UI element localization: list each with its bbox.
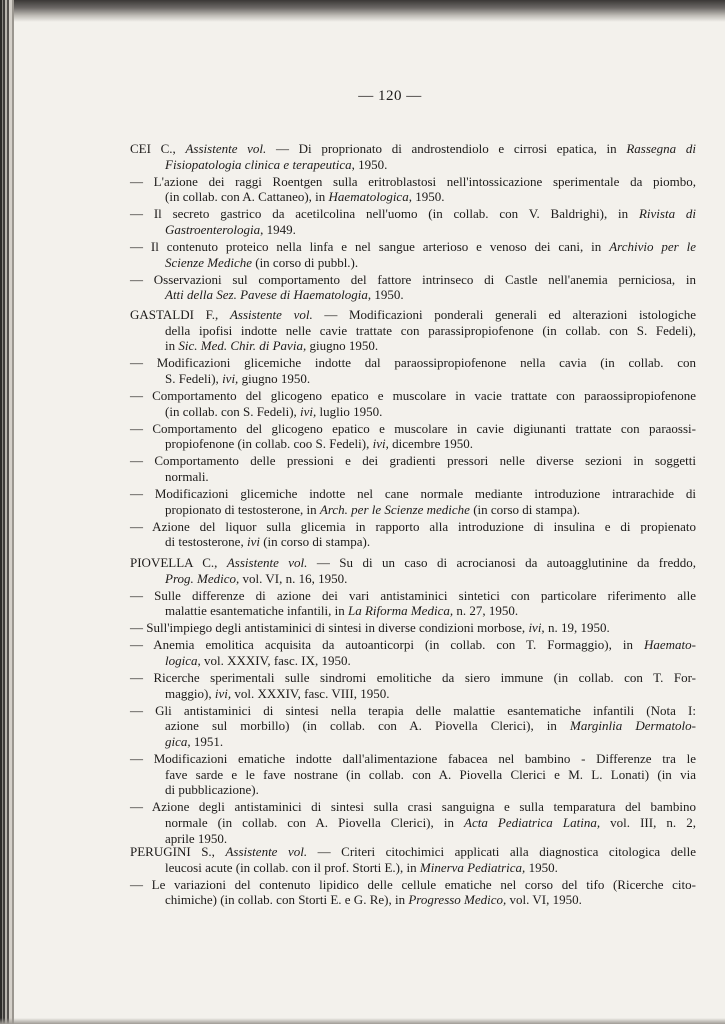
entry-line xyxy=(130,703,696,719)
entry-line xyxy=(130,371,696,387)
entry-line xyxy=(130,877,696,893)
bibliography-entry xyxy=(130,588,696,619)
italic-citation-text: Marginlia Dermatolo- xyxy=(570,718,696,734)
citation-text: , 1950. xyxy=(351,156,388,172)
bibliography-entry xyxy=(130,751,696,798)
citation-text: (in collab. con S. Fedeli), xyxy=(165,403,301,419)
citation-text: dicembre 1950. xyxy=(388,436,473,452)
citation-text: — Azione del liquor sulla glicemia in rapporto alla introduzione di insulina e di propienato xyxy=(130,518,696,534)
entry-line xyxy=(130,272,696,288)
entry-line xyxy=(130,620,696,636)
bibliography-entry xyxy=(130,703,696,750)
bibliography-group-perugini xyxy=(130,844,696,909)
italic-citation-text: Minerva Pediatrica, xyxy=(419,859,526,875)
italic-citation-text: Assistente vol. xyxy=(226,555,308,570)
bibliography-group-cei xyxy=(130,141,696,304)
bibliography-entry xyxy=(130,519,696,550)
italic-citation-text: La Riforma Medica, xyxy=(348,603,454,619)
italic-citation-text: Assistente vol. xyxy=(229,307,313,322)
bibliography-entry xyxy=(130,206,696,237)
bibliography-entry xyxy=(130,388,696,419)
italic-citation-text: Assistente vol. xyxy=(225,844,308,859)
italic-citation-text: Gastroenterologia xyxy=(165,221,261,237)
italic-citation-text: logica, xyxy=(165,653,201,669)
entry-line xyxy=(130,255,696,271)
bibliography-entry xyxy=(130,174,696,205)
citation-text: — Su di un caso di acrocianosi da autoagglutinine da freddo, xyxy=(307,555,696,570)
italic-citation-text: gica, xyxy=(165,734,191,750)
bibliography-entry xyxy=(130,141,696,172)
entry-line xyxy=(130,388,696,404)
italic-citation-text: Scienze Mediche xyxy=(165,254,252,270)
citation-text: GASTALDI F., xyxy=(130,307,230,322)
citation-text: normali. xyxy=(165,468,209,484)
bibliography-entry xyxy=(130,239,696,270)
citation-text: S. Fedeli), xyxy=(165,370,223,386)
bibliography-entry xyxy=(130,486,696,517)
entry-line xyxy=(130,469,696,485)
entry-line xyxy=(130,436,696,452)
entry-line xyxy=(130,860,696,876)
citation-text: — Criteri citochimici applicati alla diagnostica citologica delle xyxy=(307,844,696,859)
entry-line xyxy=(130,189,696,205)
entry-line xyxy=(130,307,696,323)
entry-line xyxy=(130,782,696,798)
italic-citation-text: Archivio per le xyxy=(609,239,696,255)
citation-text: — Modificazioni ponderali generali ed alterazioni istologiche xyxy=(312,307,696,322)
citation-text: PIOVELLA C., xyxy=(130,555,227,570)
entry-line xyxy=(130,174,696,190)
citation-text: (in corso di stampa). xyxy=(469,501,581,517)
entry-line xyxy=(130,555,696,571)
entry-line xyxy=(130,486,696,502)
citation-text: della ipofisi indotte nelle cavie trattate con parassipropiofenone (in collab. con S. Fedeli), xyxy=(165,322,696,338)
citation-text: — Il secreto gastrico da acetilcolina nell'uomo (in collab. con V. Baldrighi), in xyxy=(130,206,639,222)
citation-text: in xyxy=(165,338,179,354)
italic-citation-text: Progresso Medico, xyxy=(408,892,507,908)
citation-text: — Le variazioni del contenuto lipidico delle cellule ematiche nel corso del tifo (Ricerche cito- xyxy=(130,876,696,892)
entry-line xyxy=(130,637,696,653)
citation-text: — Gli antistaminici di sintesi nella terapia delle malattie esantematiche infantili (Nota I: xyxy=(130,702,696,718)
entry-line xyxy=(130,534,696,550)
citation-text: — Modificazioni glicemiche indotte nel cane normale mediante introduzione intrarachide di xyxy=(130,486,696,502)
citation-text: , 1950. xyxy=(408,189,445,205)
entry-line xyxy=(130,588,696,604)
italic-citation-text: ivi, xyxy=(214,685,232,701)
italic-citation-text: Atti della Sez. Pavese di Haematologia xyxy=(165,287,368,303)
citation-text: — Il contenuto proteico nella linfa e nel sangue arterioso e venoso dei cani, in xyxy=(130,239,610,255)
citation-text: — Sull'impiego degli antistaminici di sintesi in diverse condizioni morbose, xyxy=(130,620,529,636)
bibliography-entry xyxy=(130,670,696,701)
citation-text: CEI C., xyxy=(130,141,186,156)
citation-text: vol. VI, n. 16, 1950. xyxy=(239,570,348,586)
citation-text: azione sul morbillo) (in collab. con A. Piovella Clerici), in xyxy=(165,718,570,734)
entry-line xyxy=(130,815,696,831)
scan-shadow-bottom xyxy=(0,1018,725,1024)
italic-citation-text: Assistente vol. xyxy=(185,141,267,156)
entry-line xyxy=(130,404,696,420)
italic-citation-text: ivi, xyxy=(222,370,239,386)
entry-line xyxy=(130,323,696,339)
citation-text: — Comportamento delle pressioni e dei gradienti pressori nelle diverse sezioni in soggetti xyxy=(130,453,696,469)
citation-text: — Osservazioni sul comportamento del fattore intrinseco di Castle nell'anemia perniciosa, in xyxy=(130,271,696,287)
entry-line xyxy=(130,653,696,669)
scan-binding-edge xyxy=(0,0,22,1024)
entry-line xyxy=(130,502,696,518)
citation-text: vol. VI, 1950. xyxy=(506,892,582,908)
entry-line xyxy=(130,453,696,469)
citation-text: di pubblicazione). xyxy=(165,782,259,798)
bibliography-entry xyxy=(130,453,696,484)
entry-line xyxy=(130,603,696,619)
entry-line xyxy=(130,355,696,371)
entry-line xyxy=(130,206,696,222)
citation-text: — L'azione dei raggi Roentgen sulla eritroblastosi nell'intossicazione sperimentale da piombo, xyxy=(130,173,696,189)
bibliography-entry xyxy=(130,637,696,668)
citation-text: giugno 1950. xyxy=(306,338,379,354)
bibliography-entry xyxy=(130,307,696,354)
citation-text: di testosterone, xyxy=(165,534,247,550)
citation-text: chimiche) (in collab. con Storti E. e G. Re), in xyxy=(165,892,409,908)
citation-text: — Anemia emolitica acquisita da autoanticorpi (in collab. con T. Formaggio), in xyxy=(130,637,644,653)
citation-text: 1951. xyxy=(190,734,224,750)
citation-text: — Modificazioni glicemiche indotte dal paraossipropiofenone nella cavia (in collab. con xyxy=(130,355,696,371)
bibliography-group-piovella xyxy=(130,555,696,848)
citation-text: (in corso di pubbl.). xyxy=(251,254,359,270)
entry-line xyxy=(130,751,696,767)
entry-line xyxy=(130,222,696,238)
citation-text: (in collab. con A. Cattaneo), in xyxy=(165,189,329,205)
citation-text: , 1950. xyxy=(367,287,404,303)
entry-line xyxy=(130,767,696,783)
italic-citation-text: Rassegna di xyxy=(626,141,696,156)
italic-citation-text: Arch. per le Scienze mediche xyxy=(319,501,470,517)
citation-text: , 1949. xyxy=(260,221,296,237)
citation-text: vol. XXXIV, fasc. VIII, 1950. xyxy=(231,685,390,701)
citation-text: propionato di testosterone, in xyxy=(165,501,320,517)
citation-text: — Azione degli antistaminici di sintesi sulla crasi sanguigna e sulla temparatura del bambino xyxy=(130,799,696,815)
entry-line xyxy=(130,519,696,535)
entry-line xyxy=(130,670,696,686)
citation-text: maggio), xyxy=(165,685,215,701)
italic-citation-text: Sic. Med. Chir. di Pavia, xyxy=(178,338,307,354)
citation-text: malattie esantematiche infantili, in xyxy=(165,603,349,619)
citation-text: vol. III, n. 2, xyxy=(600,815,696,830)
citation-text: normale (in collab. con A. Piovella Clerici), in xyxy=(165,815,465,830)
bibliography-entry xyxy=(130,877,696,908)
citation-text: — Comportamento del glicogeno epatico e muscolare in cavie digiunanti trattate con paraossi- xyxy=(130,420,696,436)
citation-text: PERUGINI S., xyxy=(130,844,226,859)
scan-shadow-top xyxy=(0,0,725,22)
citation-text: — Di proprionato di androstendiolo e cirrosi epatica, in xyxy=(266,141,627,156)
bibliography-entry xyxy=(130,421,696,452)
entry-line xyxy=(130,892,696,908)
citation-text: propiofenone (in collab. coo S. Fedeli), xyxy=(165,436,373,452)
bibliography-entry xyxy=(130,799,696,846)
citation-text: — Modificazioni ematiche indotte dall'alimentazione fabacea nel bambino - Differenze tra le xyxy=(130,751,696,767)
citation-text: n. 19, 1950. xyxy=(544,620,610,636)
citation-text: — Comportamento del glicogeno epatico e muscolare in vacie trattate con paraossipropiofenone xyxy=(130,387,696,403)
entry-line xyxy=(130,141,696,157)
citation-text: giugno 1950. xyxy=(238,370,311,386)
citation-text: — Sulle differenze di azione dei vari antistaminici sintetici con particolare riferimento alle xyxy=(130,587,696,603)
citation-text: fave sarde e le fave nostrane (in collab. con A. Piovella Clerici e M. L. Lonati) (in via xyxy=(165,766,696,782)
entry-line xyxy=(130,718,696,734)
bibliography-group-gastaldi xyxy=(130,307,696,551)
italic-citation-text: Acta Pediatrica Latina, xyxy=(464,815,601,830)
citation-text: n. 27, 1950. xyxy=(453,603,519,619)
entry-line xyxy=(130,844,696,860)
entry-line xyxy=(130,686,696,702)
italic-citation-text: Rivista di xyxy=(638,206,697,222)
bibliography-entry xyxy=(130,555,696,586)
bibliography-entry xyxy=(130,355,696,386)
citation-text: (in corso di stampa). xyxy=(259,534,371,550)
entry-line xyxy=(130,734,696,750)
entry-line xyxy=(130,799,696,815)
italic-citation-text: Haematologica xyxy=(328,189,409,205)
entry-line xyxy=(130,338,696,354)
italic-citation-text: ivi xyxy=(246,534,260,550)
italic-citation-text: Fisiopatologia clinica e terapeutica xyxy=(165,156,352,172)
italic-citation-text: ivi, xyxy=(372,436,389,452)
italic-citation-text: Prog. Medico, xyxy=(165,570,240,586)
bibliography-entry xyxy=(130,620,696,636)
italic-citation-text: Haemato- xyxy=(644,637,696,653)
citation-text: aprile 1950. xyxy=(165,830,228,846)
citation-text: luglio 1950. xyxy=(316,403,383,419)
italic-citation-text: ivi, xyxy=(528,620,545,636)
citation-text: vol. XXXIV, fasc. IX, 1950. xyxy=(200,653,351,669)
entry-line xyxy=(130,239,696,255)
bibliography-entry xyxy=(130,844,696,875)
bibliography-entry xyxy=(130,272,696,303)
italic-citation-text: ivi, xyxy=(300,403,317,419)
citation-text: 1950. xyxy=(525,859,558,875)
entry-line xyxy=(130,287,696,303)
page-number: — 120 — xyxy=(358,88,422,104)
citation-text: leucosi acute (in collab. con il prof. Storti E.), in xyxy=(165,859,420,875)
entry-line xyxy=(130,421,696,437)
entry-line xyxy=(130,157,696,173)
entry-line xyxy=(130,571,696,587)
citation-text: — Ricerche sperimentali sulle sindromi emolitiche da siero immune (in collab. con T. For- xyxy=(130,670,696,686)
